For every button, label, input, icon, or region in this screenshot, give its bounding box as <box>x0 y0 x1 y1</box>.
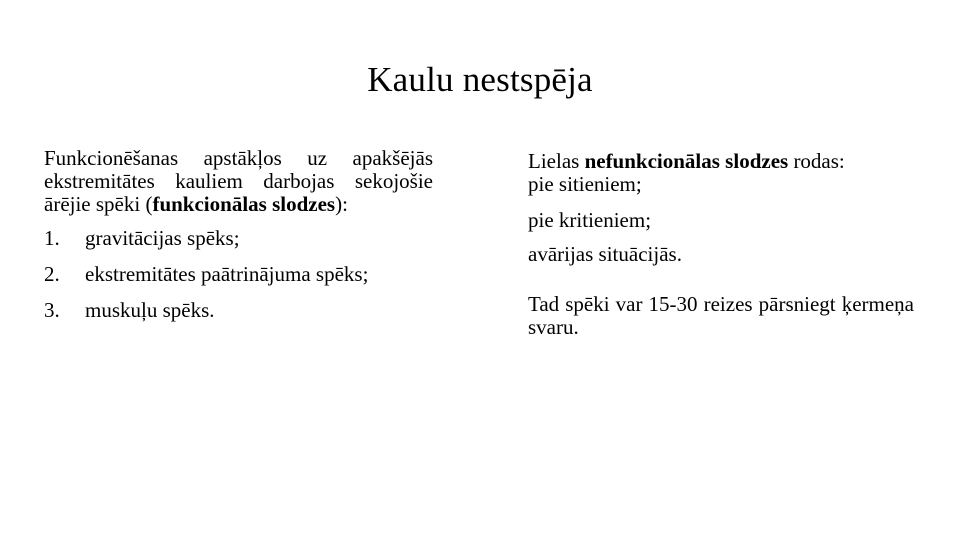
list-item <box>44 299 433 322</box>
left-intro-bold: funkcionālas slodzes <box>152 192 336 216</box>
right-conclusion: Tad spēki var 15-30 reizes pārsniegt ķermeņa svaru. <box>528 292 914 339</box>
list-item-number: 1. <box>44 226 60 250</box>
left-intro-paragraph <box>44 147 433 216</box>
left-intro-prefix: Funkcionēšanas apstākļos uz apakšējās ekstremitātes kauliem darbojas sekojošie ārējie spēki ( <box>44 146 433 216</box>
right-item-1: pie sitieniem; <box>528 172 642 196</box>
left-intro-suffix: ): <box>335 192 348 216</box>
right-item-2: pie kritieniem; <box>528 208 652 232</box>
list-item <box>44 227 433 250</box>
list-item-text: ekstremitātes paātrinājuma spēks; <box>85 262 369 286</box>
list-item-text: gravitācijas spēks; <box>85 226 240 250</box>
right-lead-bold: nefunkcionālas slodzes <box>584 149 789 173</box>
right-item-3: avārijas situācijās. <box>528 242 682 266</box>
list-item-text: muskuļu spēks. <box>85 298 215 322</box>
left-column <box>44 147 433 335</box>
right-lead-suffix: rodas: <box>788 149 845 173</box>
slide-title: Kaulu nestspēja <box>367 60 593 99</box>
list-item-number: 2. <box>44 262 60 286</box>
right-column <box>528 150 914 339</box>
list-item <box>44 263 433 286</box>
forces-list <box>44 227 433 322</box>
right-lead-prefix: Lielas <box>528 149 585 173</box>
list-item-number: 3. <box>44 298 60 322</box>
right-lead-paragraph <box>528 150 914 173</box>
